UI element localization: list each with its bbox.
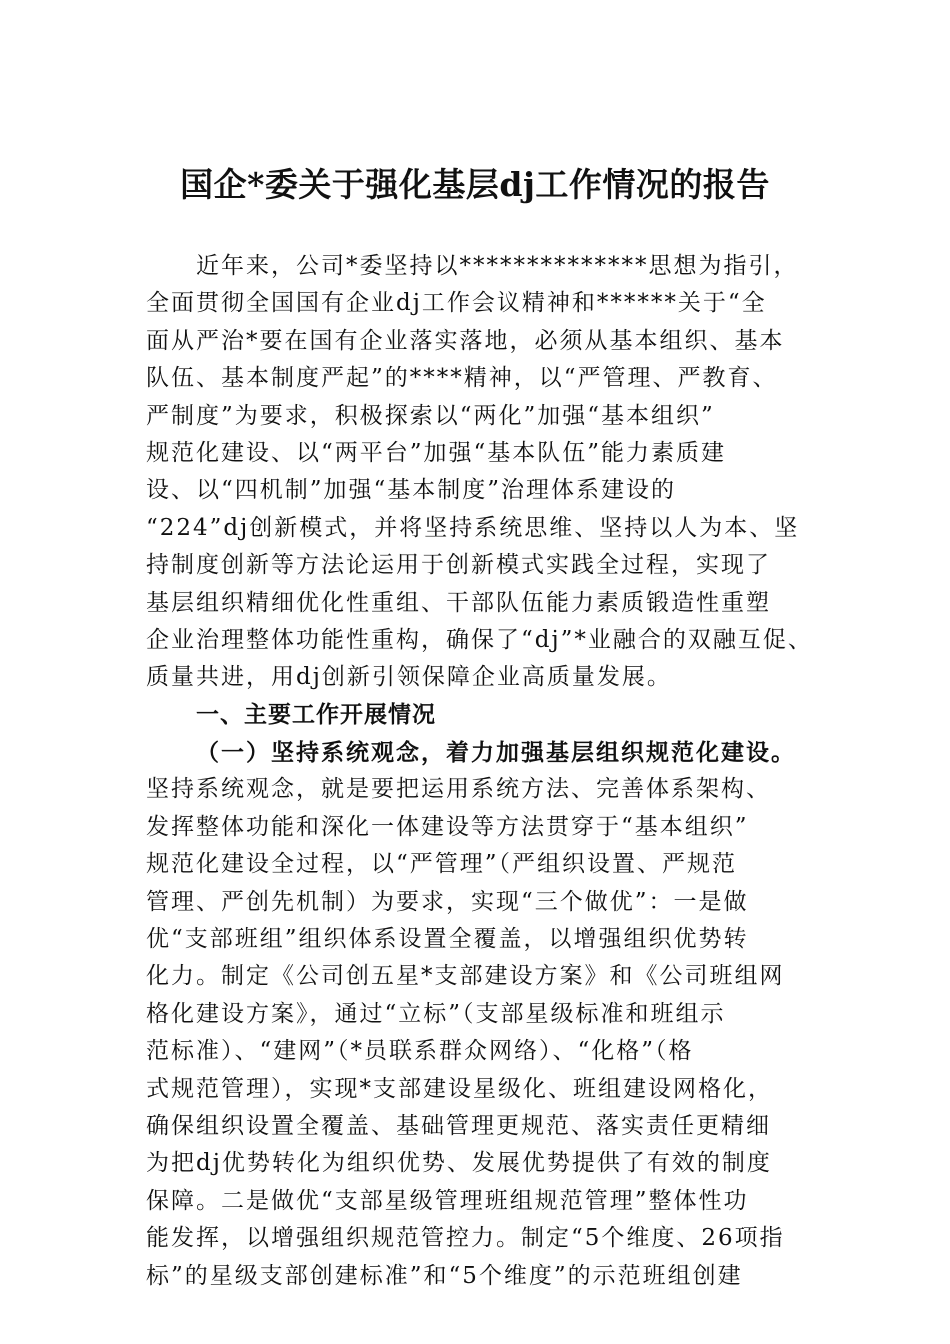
paragraph-line: 为把dj优势转化为组织优势、发展优势提供了有效的制度 xyxy=(146,1150,772,1177)
paragraph-line: 设、以“四机制”加强“基本制度”治理体系建设的 xyxy=(146,477,677,504)
paragraph-line: 管理、严创先机制）为要求，实现“三个做优”：一是做 xyxy=(146,888,749,915)
paragraph-line: 基层组织精细优化性重组、干部队伍能力素质锻造性重塑 xyxy=(146,589,771,616)
paragraph-line: 式规范管理），实现*支部建设星级化、班组建设网格化， xyxy=(146,1075,773,1102)
paragraph-line: 严制度”为要求，积极探索以“两化”加强“基本组织” xyxy=(146,402,715,429)
paragraph-line: 规范化建设全过程，以“严管理”（严组织设置、严规范 xyxy=(146,851,738,878)
paragraph-line: 持制度创新等方法论运用于创新模式实践全过程，实现了 xyxy=(146,552,771,579)
document-title: 国企*委关于强化基层dj工作情况的报告 xyxy=(180,165,770,204)
paragraph-line: 发挥整体功能和深化一体建设等方法贯穿于“基本组织” xyxy=(146,813,749,840)
paragraph-line: 全面贯彻全国国有企业dj工作会议精神和******关于“全 xyxy=(146,290,767,317)
section-heading: 一、主要工作开展情况 xyxy=(196,701,436,728)
paragraph-line: 范标准）、“建网”（*员联系群众网络）、“化格”（格 xyxy=(146,1038,694,1065)
subsection-heading: （一）坚持系统观念，着力加强基层组织规范化建设。 xyxy=(196,739,796,767)
document-body xyxy=(146,248,826,1295)
paragraph-line: “224”dj创新模式，并将坚持系统思维、坚持以人为本、坚 xyxy=(146,514,800,541)
paragraph-line: 化力。制定《公司创五星*支部建设方案》和《公司班组网 xyxy=(146,963,785,990)
paragraph-line: 格化建设方案》，通过“立标”（支部星级标准和班组示 xyxy=(146,1000,726,1027)
paragraph-line: 企业治理整体功能性重构，确保了“dj”*业融合的双融互促、 xyxy=(146,626,813,653)
paragraph-line: 规范化建设、以“两平台”加强“基本队伍”能力素质建 xyxy=(146,439,727,466)
paragraph-line: 面从严治*要在国有企业落实落地，必须从基本组织、基本 xyxy=(146,327,785,354)
paragraph-line: 质量共进，用dj创新引领保障企业高质量发展。 xyxy=(146,664,672,691)
paragraph-line: 确保组织设置全覆盖、基础管理更规范、落实责任更精细 xyxy=(146,1112,771,1139)
paragraph-line: 坚持系统观念，就是要把运用系统方法、完善体系架构、 xyxy=(146,776,771,803)
paragraph-line: 队伍、基本制度严起”的****精神，以“严管理、严教育、 xyxy=(146,365,778,392)
paragraph-line: 近年来，公司*委坚持以**************思想为指引， xyxy=(196,253,799,279)
paragraph-line: 保障。二是做优“支部星级管理班组规范管理”整体性功 xyxy=(146,1187,749,1214)
paragraph-line: 优“支部班组”组织体系设置全覆盖，以增强组织优势转 xyxy=(146,926,749,953)
paragraph-line: 标”的星级支部创建标准”和“5个维度”的示范班组创建 xyxy=(146,1262,743,1289)
paragraph-line: 能发挥，以增强组织规范管控力。制定“5个维度、26项指 xyxy=(146,1225,785,1252)
